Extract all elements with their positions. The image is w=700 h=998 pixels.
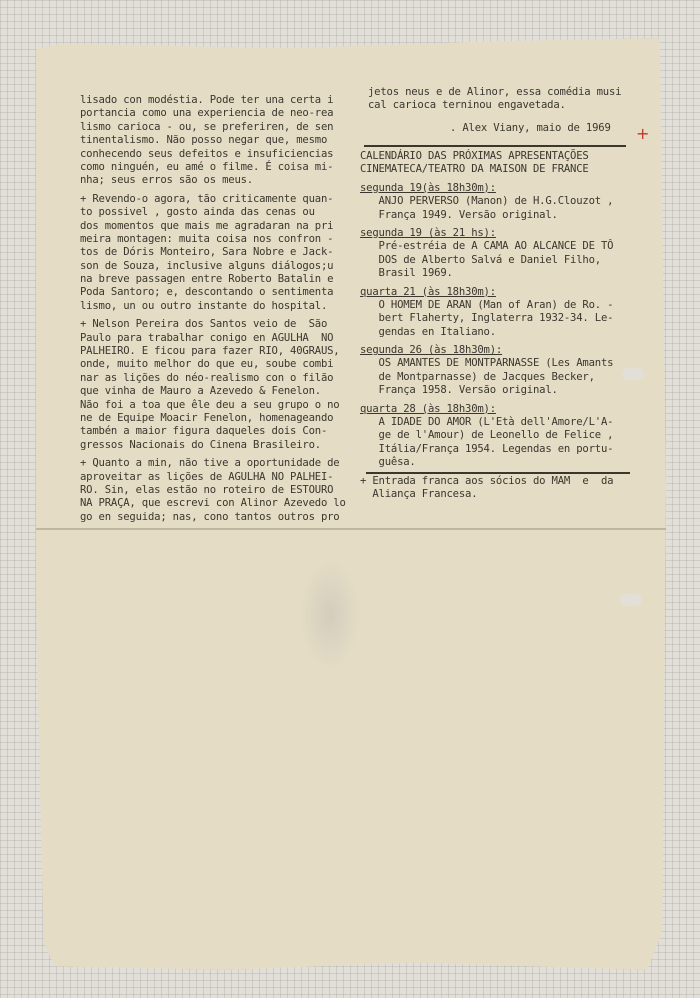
text-line: go en seguida; nas, cono tantos outros pro — [80, 510, 340, 523]
text-line: lisado con modéstia. Pode ter una certa i — [80, 94, 334, 106]
text-line: jetos neus e de Alinor, essa comédia musi — [368, 86, 622, 98]
text-line: to possivel , gosto ainda das cenas ou — [80, 206, 315, 219]
screening-date — [360, 227, 613, 240]
calendar-footer-line: Aliança Francesa. — [360, 487, 478, 500]
paper-tear — [620, 594, 642, 606]
screening-detail: França 1958. Versão original. — [360, 384, 558, 397]
calendar-footer-line: + Entrada franca aos sócios do MAM e da — [360, 474, 614, 487]
text-line: tos de Dóris Monteiro, Sara Nobre e Jack- — [80, 246, 334, 259]
paper-tear — [622, 368, 644, 380]
text-line: gressos Nacionais do Cinena Brasileiro. — [80, 438, 321, 451]
right-column-continuation — [368, 86, 621, 113]
calendar-section — [360, 150, 613, 501]
text-line: na breve passagen entre Roberto Batalin e — [80, 273, 334, 286]
screening-detail: de Montparnasse) de Jacques Becker, — [360, 370, 595, 383]
screening-detail: O HOMEM DE ARAN (Man of Aran) de Ro. - — [360, 298, 614, 311]
text-line: + Nelson Pereira dos Santos veio de São — [80, 318, 328, 331]
screening-detail: DOS de Alberto Salvá e Daniel Filho, — [360, 253, 601, 266]
text-line: Não foi a toa que êle deu a seu grupo o no — [80, 398, 340, 411]
text-line: lismo carioca - ou, se preferiren, de sen — [80, 120, 334, 133]
screening-detail: guêsa. — [360, 456, 416, 469]
screening-date — [360, 286, 613, 299]
screening-detail: ANJO PERVERSO (Manon) de H.G.Clouzot , — [360, 195, 614, 208]
signature: . Alex Viany, maio de 1969 — [450, 122, 611, 134]
screening-date — [360, 344, 613, 357]
calendar-heading-line: CINEMATECA/TEATRO DA MAISON DE FRANCE — [360, 163, 589, 176]
screening-detail: ge de l'Amour) de Leonello de Felice , — [360, 429, 614, 442]
text-line: lismo, un ou outro instante do hospital. — [80, 299, 328, 312]
text-line: onde, muito melhor do que eu, soube combi — [80, 358, 334, 371]
text-line: ne de Equipe Moacir Fenelon, homenageando — [80, 411, 334, 424]
text-line: RO. Sin, elas estão no roteiro de ESTOURO — [80, 483, 334, 496]
text-line: Paulo para trabalhar conigo en AGULHA NO — [80, 331, 334, 344]
text-line: Poda Santoro; e, descontando o sentimenta — [80, 286, 334, 299]
screening-date-text: segunda 26 (às 18h30m): — [360, 344, 503, 357]
text-line: portancia como una experiencia de neo-rea — [80, 107, 334, 120]
text-line: nar as lições do néo-realismo con o filão — [80, 371, 334, 384]
text-line: son de Souza, inclusive alguns diálogos;u — [80, 259, 334, 272]
screening-detail: Itália/França 1954. Legendas en portu- — [360, 442, 614, 455]
text-line: que vinha de Mauro a Azevedo & Fenelon. — [80, 385, 321, 398]
text-line: tinentalismo. Não posso negar que, mesmo — [80, 134, 328, 147]
red-margin-mark: + — [636, 124, 650, 143]
text-line: PALHEIRO. E ficou para fazer RIO, 40GRAUS, — [80, 345, 340, 358]
screening-date-text: segunda 19 (às 21 hs): — [360, 226, 496, 239]
screening-detail: gendas en Italiano. — [360, 325, 496, 338]
text-line: NA PRAÇA, que escrevi con Alinor Azevedo lo — [80, 497, 346, 510]
screening-date — [360, 403, 613, 416]
divider-line — [364, 145, 626, 147]
text-line: cal carioca terninou engavetada. — [368, 99, 566, 112]
text-line: dos momentos que mais me agradaran na pri — [80, 219, 334, 232]
text-line: conhecendo seus defeitos e insuficiencias — [80, 147, 334, 160]
text-line: tambén a maior figura daqueles dois Con- — [80, 425, 328, 438]
paper-stain — [300, 560, 360, 670]
screening-date — [360, 182, 613, 195]
screening-date-text: segunda 19(às 18h30m): — [360, 181, 496, 194]
screening-detail: bert Flaherty, Inglaterra 1932-34. Le- — [360, 312, 614, 325]
paper-fold — [36, 528, 666, 530]
text-line: + Revendo-o agora, tão criticamente quan- — [80, 192, 334, 205]
screening-detail: OS AMANTES DE MONTPARNASSE (Les Amants — [360, 357, 614, 370]
screening-detail: Brasil 1969. — [360, 267, 453, 280]
text-line: aproveitar as lições de AGULHA NO PALHEI- — [80, 470, 334, 483]
screening-detail: França 1949. Versão original. — [360, 208, 558, 221]
screening-date-text: quarta 21 (às 18h30m): — [360, 285, 496, 298]
screening-date-text: quarta 28 (às 18h30m): — [360, 402, 496, 415]
text-line: meira montagen: muita coisa nos confron - — [80, 232, 334, 245]
text-line: + Quanto a min, não tive a oportunidade de — [80, 457, 340, 470]
text-line: nha; seus erros são os meus. — [80, 174, 253, 187]
calendar-heading-line: CALENDÁRIO DAS PRÓXIMAS APRESENTAÇÕES — [360, 150, 589, 162]
bottom-divider-line — [366, 472, 630, 474]
left-column-text — [80, 94, 346, 524]
screening-detail: Pré-estréia de A CAMA AO ALCANCE DE TÔ — [360, 240, 614, 253]
screening-detail: A IDADE DO AMOR (L'Età dell'Amore/L'A- — [360, 416, 614, 429]
text-line: como ninguén, eu amé o filme. É coisa mi- — [80, 160, 334, 173]
